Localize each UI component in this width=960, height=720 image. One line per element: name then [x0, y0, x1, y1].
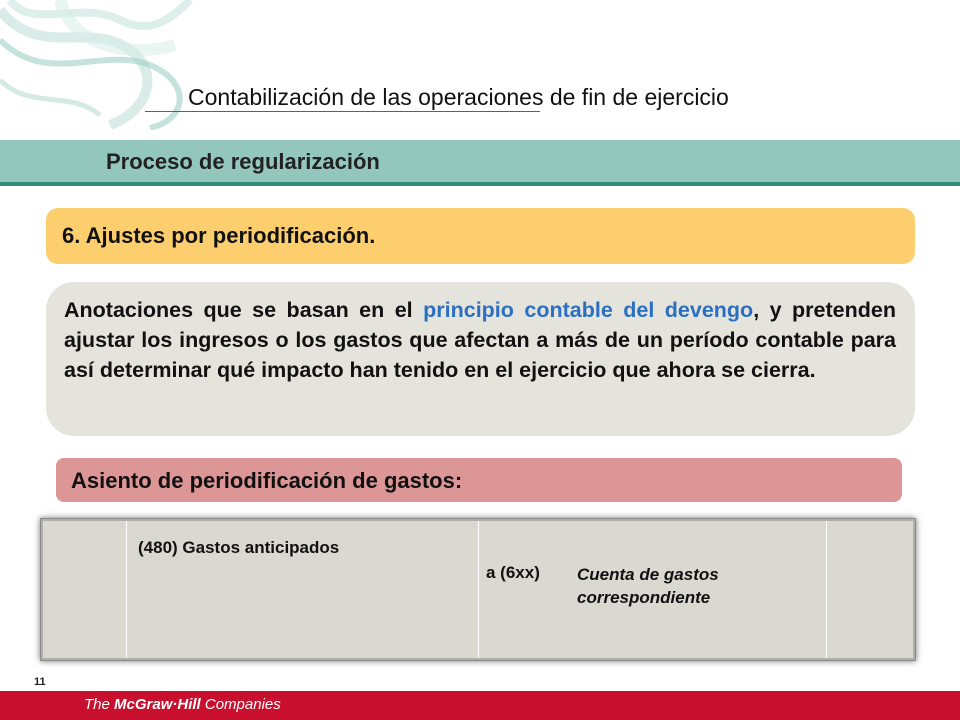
description-before: Anotaciones que se basan en el [64, 298, 424, 322]
description-after: , y pretenden ajustar los ingresos o los gastos que afectan a más de un período contable para así determinar qué impacto han tenido en el ejercicio que ahora se cierra. [64, 298, 896, 382]
description-box [46, 282, 915, 436]
section-bar [0, 140, 960, 186]
credit-account: Cuenta de gastos correspondiente [577, 565, 719, 607]
logo-the: The [84, 696, 115, 713]
page-number: 11 [34, 676, 46, 688]
description-text [64, 295, 896, 385]
publisher-logo [84, 696, 281, 713]
subheading-text: Asiento de periodificación de gastos: [71, 468, 463, 493]
footer-bar [0, 691, 960, 720]
column-divider [126, 521, 127, 658]
heading-box [46, 208, 915, 264]
logo-brand: McGraw·Hill [114, 696, 201, 713]
title-underline [145, 111, 540, 112]
journal-entry-table [40, 518, 916, 661]
highlighted-principle: principio contable del devengo [423, 298, 754, 322]
subheading-box [56, 458, 902, 502]
section-title: Proceso de regularización [106, 149, 380, 174]
column-divider [478, 521, 479, 658]
logo-companies: Companies [200, 696, 281, 713]
credit-prefix: a (6xx) [486, 563, 540, 582]
heading-text: 6. Ajustes por periodificación. [62, 223, 376, 248]
column-divider [826, 521, 827, 658]
slide-title: Contabilización de las operaciones de fin de ejercicio [188, 84, 729, 110]
debit-account: (480) Gastos anticipados [138, 538, 340, 557]
